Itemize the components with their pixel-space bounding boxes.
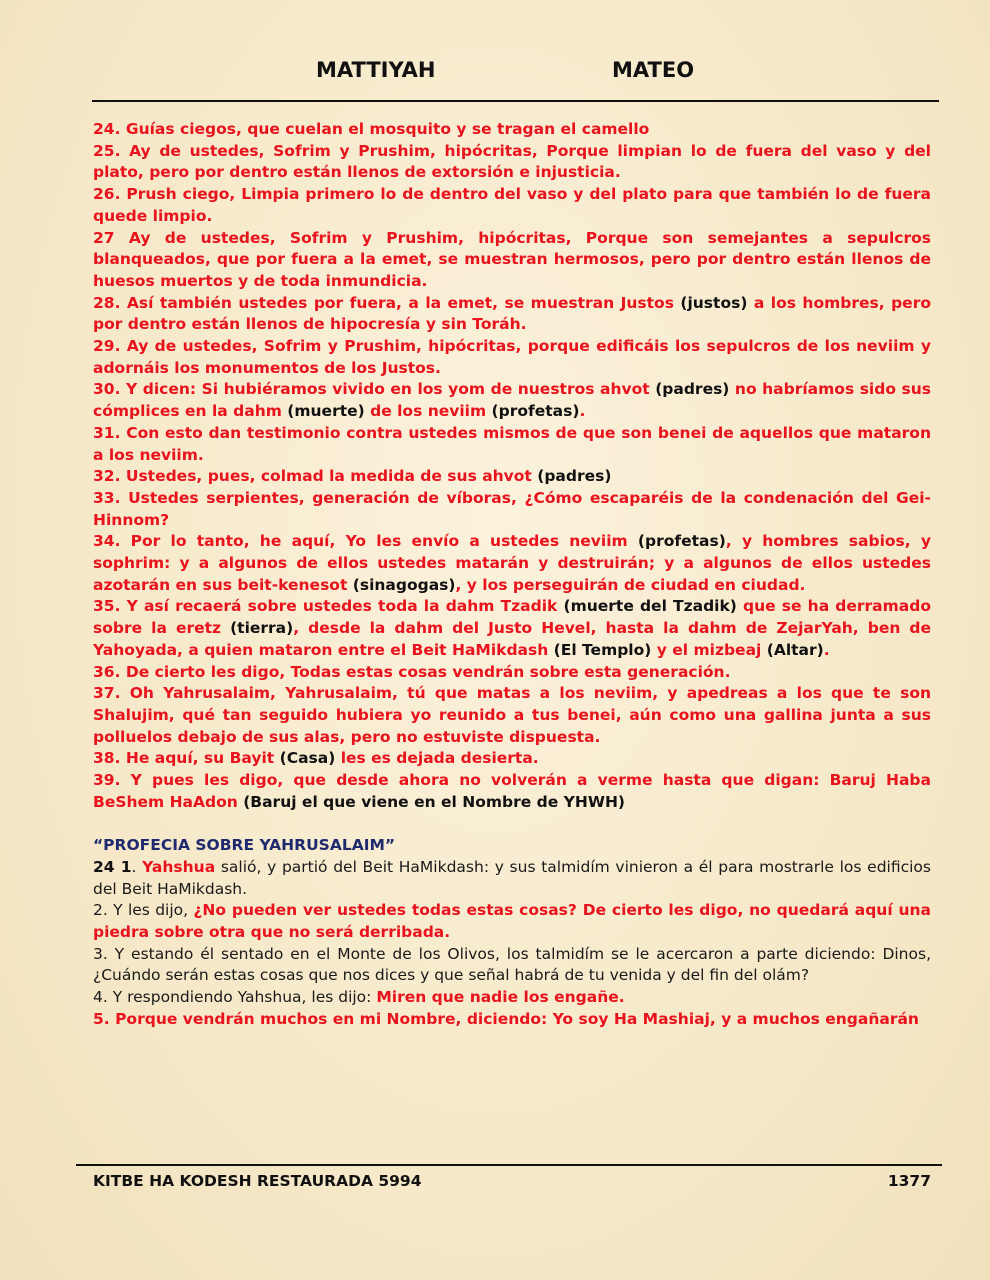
text-segment: (El Templo) — [553, 640, 652, 659]
text-segment: . — [579, 402, 586, 421]
text-segment: ¿No pueden ver ustedes todas estas cosas? De cierto les digo, no quedará aquí una piedra sobre otra que no será derribada. — [93, 901, 931, 941]
section-gap — [93, 814, 931, 836]
text-segment: Miren que nadie los engañe. — [376, 988, 625, 1007]
text-segment: 38. He aquí, su Bayit — [93, 749, 280, 768]
text-segment: 30. Y dicen: Si hubiéramos vivido en los yom de nuestros ahvot — [93, 380, 656, 399]
chapter-list — [93, 857, 931, 1031]
text-segment: 29. Ay de ustedes, Sofrim y Prushim, hipócritas, porque edificáis los sepulcros de los neviim y adornáis los monumentos de los Justos. — [93, 337, 931, 377]
text-segment: 24 1 — [93, 857, 132, 876]
text-segment: a los hombres, pero por dentro están llenos de hipocresía y sin Toráh. — [93, 293, 931, 334]
chapter-verse — [93, 1009, 931, 1031]
text-segment: , desde la dahm del Justo Hevel, hasta la dahm de ZejarYah, ben de Yahoyada, a quien mataron entre el Beit HaMikdash — [93, 619, 931, 659]
text-segment: . — [131, 857, 143, 876]
text-segment: 36. De cierto les digo, Todas estas cosas vendrán sobre esta generación. — [93, 662, 731, 681]
text-segment: (justos) — [680, 293, 748, 312]
page-header — [0, 58, 990, 90]
verse — [93, 141, 931, 184]
text-segment: 31. Con esto dan testimonio contra ustedes mismos de que son benei de aquellos que mataron a los neviim. — [93, 423, 931, 464]
text-segment: (tierra) — [230, 619, 294, 638]
text-segment: 39. Y pues les digo, que desde ahora no volverán a verme hasta que digan: Baruj Haba BeShem HaAdon — [93, 771, 931, 811]
text-segment: (padres) — [655, 380, 730, 399]
verse — [93, 683, 931, 748]
verse — [93, 531, 931, 596]
text-segment: que se ha derramado sobre la eretz — [93, 597, 931, 638]
text-segment: , y los perseguirán de ciudad en ciudad. — [455, 575, 806, 594]
verse — [93, 596, 931, 661]
text-segment: , y hombres sabios, y sophrim: y a algunos de ellos ustedes matarán y destruirán; y a algunos de ellos ustedes azotarán en sus beit-kenesot — [93, 532, 931, 594]
text-segment: 2. Y les dijo, — [93, 901, 194, 920]
chapter-verse — [93, 900, 931, 943]
text-segment: (muerte del Tzadik) — [563, 597, 737, 616]
text-segment: 25. Ay de ustedes, Sofrim y Prushim, hipócritas, Porque limpian lo de fuera del vaso y del plato, pero por dentro están llenos de extorsión e injusticia. — [93, 141, 931, 182]
text-segment: 27 Ay de ustedes, Sofrim y Prushim, hipócritas, Porque son semejantes a sepulcros blanqueados, que por fuera a la emet, se muestran hermosos, pero por dentro están llenos de huesos muertos y de toda inmundicia. — [93, 228, 931, 290]
verse — [93, 662, 931, 684]
verse — [93, 466, 931, 488]
verse — [93, 748, 931, 770]
text-segment: salió, y partió del Beit HaMikdash: y sus talmidím vinieron a él para mostrarle los edificios del Beit HaMikdash. — [93, 857, 931, 898]
text-segment: (Altar) — [766, 640, 824, 659]
chapter-verse — [93, 944, 931, 987]
text-segment: 32. Ustedes, pues, colmad la medida de sus ahvot — [93, 467, 538, 486]
text-segment: 5. Porque vendrán muchos en mi Nombre, diciendo: Yo soy Ha Mashiaj, y a muchos engañarán — [93, 1009, 919, 1028]
text-segment: Yahshua — [142, 857, 216, 876]
text-segment: les es dejada desierta. — [335, 749, 539, 768]
verse — [93, 293, 931, 336]
text-segment: 26. Prush ciego, Limpia primero lo de dentro del vaso y del plato para que también lo de fuera quede limpio. — [93, 185, 931, 225]
verse — [93, 423, 931, 466]
text-segment: 28. Así también ustedes por fuera, a la emet, se muestran Justos — [93, 293, 681, 312]
text-segment: no habríamos sido sus cómplices en la dahm — [93, 380, 931, 421]
text-segment: 4. Y respondiendo Yahshua, les dijo: — [93, 988, 377, 1007]
text-segment: (sinagogas) — [352, 575, 456, 594]
text-segment: 37. Oh Yahrusalaim, Yahrusalaim, tú que matas a los neviim, y apedreas a los que te son Shalujim, qué tan seguido hubiera yo reunido a tus benei, aún como una gallina junta a sus polluelos debajo de sus alas, pero no estuviste dispuesta. — [93, 684, 931, 746]
text-segment: . — [823, 640, 830, 659]
verse-list — [93, 119, 931, 814]
text-segment: 34. Por lo tanto, he aquí, Yo les envío a ustedes neviim — [93, 532, 638, 551]
text-segment: 33. Ustedes serpientes, generación de víboras, ¿Cómo escaparéis de la condenación del Gei-Hinnom? — [93, 488, 931, 529]
text-segment: (padres) — [537, 467, 612, 486]
header-book-spanish: MATEO — [612, 58, 695, 82]
chapter-verse — [93, 857, 931, 900]
text-segment: 3. Y estando él sentado en el Monte de los Olivos, los talmidím se le acercaron a parte diciendo: Dinos, ¿Cuándo serán estas cosas que nos dices y que señal habrá de tu venida y del fin del olám? — [93, 944, 931, 985]
chapter-verse — [93, 987, 931, 1009]
footer-divider — [76, 1164, 942, 1166]
page-body — [93, 119, 931, 1031]
text-segment: 24. Guías ciegos, que cuelan el mosquito y se tragan el camello — [93, 120, 650, 138]
verse — [93, 770, 931, 813]
verse — [93, 184, 931, 227]
header-book-hebrew: MATTIYAH — [316, 58, 436, 82]
text-segment: (profetas) — [491, 402, 580, 421]
verse — [93, 488, 931, 531]
verse — [93, 119, 931, 141]
text-segment: (profetas) — [637, 532, 726, 551]
text-segment: (Casa) — [279, 749, 336, 768]
text-segment: de los neviim — [364, 402, 492, 421]
text-segment: 35. Y así recaerá sobre ustedes toda la dahm Tzadik — [93, 597, 564, 616]
header-divider — [92, 100, 939, 102]
section-title: “PROFECIA SOBRE YAHRUSALAIM” — [93, 836, 396, 855]
page-number: 1377 — [887, 1172, 931, 1190]
verse — [93, 228, 931, 293]
text-segment: (muerte) — [287, 402, 365, 421]
verse — [93, 336, 931, 379]
footer-title: KITBE HA KODESH RESTAURADA 5994 — [93, 1172, 422, 1190]
verse — [93, 379, 931, 422]
text-segment: (Baruj el que viene en el Nombre de YHWH) — [243, 792, 626, 811]
text-segment: y el mizbeaj — [651, 640, 767, 659]
